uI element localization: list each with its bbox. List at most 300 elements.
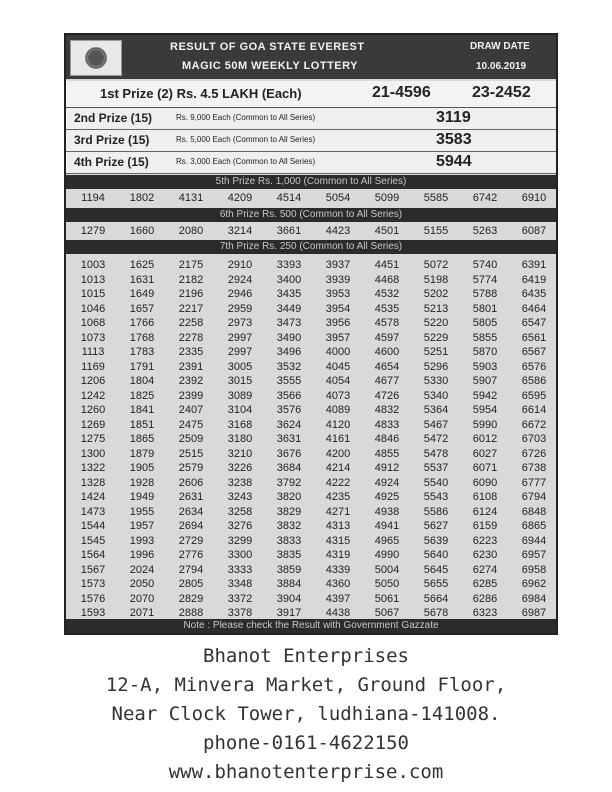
prize-number: 6547 (521, 317, 547, 329)
prize-number: 6586 (521, 375, 547, 387)
prize-number: 3884 (276, 578, 302, 590)
draw-date: 10.06.2019 (476, 61, 527, 72)
prize-number: 1300 (80, 447, 106, 460)
third-prize-row (66, 130, 556, 152)
seventh-prize-row (66, 475, 556, 489)
prize-number: 2407 (178, 404, 204, 416)
prize-number: 4535 (374, 302, 400, 315)
prize-number: 4222 (325, 476, 351, 489)
prize-number: 4578 (374, 317, 400, 329)
prize-number: 3566 (276, 389, 302, 402)
prize-number: 3684 (276, 462, 302, 474)
prize-number: 3832 (276, 520, 302, 532)
prize-number: 1328 (80, 476, 106, 489)
prize-number: 4597 (374, 331, 400, 344)
second-prize-label: 2nd Prize (15) (74, 111, 153, 125)
prize-number: 3833 (276, 534, 302, 547)
prize-number: 1957 (129, 520, 155, 532)
prize-number: 5543 (423, 491, 449, 503)
lottery-result-sheet (64, 33, 558, 635)
seventh-prize-row (66, 359, 556, 373)
prize-number: 1564 (80, 549, 106, 561)
seventh-prize-row (66, 533, 556, 547)
seventh-prize-row (66, 518, 556, 532)
prize-number: 5099 (374, 192, 400, 204)
prize-number: 3238 (227, 476, 253, 489)
prize-number: 3631 (276, 433, 302, 445)
prize-number: 2997 (227, 331, 253, 344)
prize-number: 3435 (276, 288, 302, 300)
prize-number: 3661 (276, 225, 302, 237)
prize-number: 1851 (129, 418, 155, 431)
prize-number: 1573 (80, 578, 106, 590)
emblem-icon (85, 47, 107, 69)
prize-number: 4912 (374, 462, 400, 474)
prize-number: 4000 (325, 346, 351, 358)
first-prize-number-2: 23-2452 (472, 84, 531, 101)
prize-number: 4600 (374, 346, 400, 358)
prize-number: 2829 (178, 592, 204, 605)
prize-number: 2805 (178, 578, 204, 590)
prize-number: 1766 (129, 317, 155, 329)
seventh-prize-row (66, 301, 556, 315)
prize-number: 2258 (178, 317, 204, 329)
prize-number: 2196 (178, 288, 204, 300)
prize-number: 6223 (472, 534, 498, 547)
prize-number: 1804 (129, 375, 155, 387)
prize-number: 6391 (521, 259, 547, 271)
seventh-prize-band: 7th Prize Rs. 250 (Common to All Series) (66, 240, 556, 254)
prize-number: 3835 (276, 549, 302, 561)
prize-number: 2335 (178, 346, 204, 358)
seventh-prize-row (66, 504, 556, 518)
prize-number: 4832 (374, 404, 400, 416)
prize-number: 4846 (374, 433, 400, 445)
prize-number: 6285 (472, 578, 498, 590)
fourth-prize-number: 5944 (436, 153, 472, 170)
seventh-prize-row (66, 547, 556, 561)
prize-number: 6159 (472, 520, 498, 532)
prize-number: 1993 (129, 534, 155, 547)
prize-number: 4271 (325, 505, 351, 518)
seventh-prize-row (66, 576, 556, 590)
prize-number: 5202 (423, 288, 449, 300)
prize-number: 4339 (325, 563, 351, 576)
prize-number: 1169 (81, 360, 105, 373)
prize-number: 1113 (81, 346, 105, 358)
prize-number: 3496 (276, 346, 302, 358)
seventh-prize-row (66, 286, 556, 300)
prize-number: 6087 (521, 225, 547, 237)
prize-number: 2399 (178, 389, 204, 402)
prize-number: 1955 (129, 505, 155, 518)
prize-number: 3243 (227, 491, 253, 503)
prize-number: 3015 (227, 375, 253, 387)
prize-number: 4235 (325, 491, 351, 503)
prize-number: 3676 (276, 447, 302, 460)
prize-number: 3348 (227, 578, 253, 590)
prize-number: 5639 (423, 534, 449, 547)
prize-number: 2024 (129, 563, 155, 576)
prize-number: 3276 (227, 520, 253, 532)
third-prize-number: 3583 (436, 131, 472, 148)
footer-company: Bhanot Enterprises (203, 645, 409, 667)
seventh-prize-row (66, 591, 556, 605)
prize-number: 2071 (129, 607, 155, 619)
prize-number: 2475 (178, 418, 204, 431)
prize-number: 1791 (129, 360, 155, 373)
seventh-prize-row (66, 402, 556, 416)
prize-number: 6865 (521, 520, 547, 532)
first-prize-number-1: 21-4596 (372, 84, 431, 101)
prize-number: 3299 (227, 534, 253, 547)
seventh-prize-row (66, 272, 556, 286)
prize-number: 2080 (178, 225, 204, 237)
prize-number: 5054 (325, 192, 351, 204)
prize-number: 2973 (227, 317, 253, 329)
prize-number: 2050 (129, 578, 155, 590)
second-prize-row (66, 108, 556, 130)
prize-number: 1424 (80, 491, 106, 503)
prize-number: 1841 (129, 404, 155, 416)
seventh-prize-row (66, 315, 556, 329)
prize-number: 3939 (325, 273, 351, 286)
prize-number: 6576 (521, 360, 547, 373)
prize-number: 1657 (129, 302, 155, 315)
prize-number: 2070 (129, 592, 155, 605)
fourth-prize-row (66, 152, 556, 174)
footer-address-1: 12-A, Minvera Market, Ground Floor, (105, 674, 507, 696)
prize-number: 6742 (472, 192, 498, 204)
prize-number: 3624 (276, 418, 302, 431)
prize-number: 1260 (80, 404, 106, 416)
prize-number: 2606 (178, 476, 204, 489)
prize-number: 4397 (325, 592, 351, 605)
prize-number: 2959 (227, 302, 253, 315)
prize-number: 6012 (472, 433, 498, 445)
prize-number: 5801 (472, 302, 498, 315)
seventh-prize-row (66, 460, 556, 474)
fourth-prize-amount: Rs. 3,000 Each (Common to All Series) (176, 157, 316, 166)
goa-state-logo (70, 40, 122, 76)
prize-number: 4855 (374, 447, 400, 460)
prize-number: 3954 (325, 302, 351, 315)
prize-number: 1649 (129, 288, 155, 300)
prize-number: 2509 (178, 433, 204, 445)
prize-number: 2776 (178, 549, 204, 561)
prize-number: 5678 (423, 607, 449, 619)
prize-number: 4131 (178, 192, 204, 204)
prize-number: 5655 (423, 578, 449, 590)
prize-number: 5640 (423, 549, 449, 561)
prize-number: 6944 (521, 534, 547, 547)
prize-number: 1015 (80, 288, 106, 300)
prize-number: 3258 (227, 505, 253, 518)
prize-number: 6848 (521, 505, 547, 518)
prize-number: 4315 (325, 534, 351, 547)
prize-number: 5213 (423, 302, 449, 315)
prize-number: 1073 (80, 331, 106, 344)
prize-number: 6910 (521, 192, 547, 204)
prize-number: 2997 (227, 346, 253, 358)
prize-number: 5645 (423, 563, 449, 576)
prize-number: 1631 (129, 273, 155, 286)
prize-number: 4965 (374, 534, 400, 547)
prize-number: 4045 (325, 360, 351, 373)
prize-number: 5942 (472, 389, 498, 402)
prize-number: 2392 (178, 375, 204, 387)
seventh-prize-row (66, 605, 556, 619)
prize-number: 5067 (374, 607, 400, 619)
prize-number: 1660 (129, 225, 155, 237)
prize-number: 4073 (325, 389, 351, 402)
seventh-prize-row (66, 562, 556, 576)
seventh-prize-row (66, 388, 556, 402)
prize-number: 4938 (374, 505, 400, 518)
first-prize-label: 1st Prize (2) Rs. 4.5 LAKH (Each) (100, 86, 302, 101)
prize-number: 4423 (325, 225, 351, 237)
prize-number: 4120 (325, 418, 351, 431)
prize-number: 3005 (227, 360, 253, 373)
prize-number: 5855 (472, 331, 498, 344)
prize-number: 5540 (423, 476, 449, 489)
seventh-prize-row (66, 330, 556, 344)
prize-number: 3104 (227, 404, 253, 416)
prize-number: 5537 (423, 462, 449, 474)
footer-phone: phone-0161-4622150 (203, 732, 409, 754)
prize-number: 1928 (129, 476, 155, 489)
prize-number: 5774 (472, 273, 498, 286)
prize-number: 1545 (80, 534, 106, 547)
prize-number: 1473 (80, 505, 106, 518)
prize-number: 2946 (227, 288, 253, 300)
second-prize-number: 3119 (436, 109, 471, 126)
prize-number: 6703 (521, 433, 547, 445)
prize-number: 5061 (374, 592, 400, 605)
prize-number: 4319 (325, 549, 351, 561)
result-title: RESULT OF GOA STATE EVEREST (170, 41, 365, 53)
prize-number: 6286 (472, 592, 498, 605)
seventh-prize-row (66, 344, 556, 358)
prize-number: 3180 (227, 433, 253, 445)
prize-number: 6435 (521, 288, 547, 300)
sixth-prize-numbers (66, 223, 556, 241)
prize-number: 3449 (276, 302, 302, 315)
prize-number: 6090 (472, 476, 498, 489)
prize-number: 6957 (521, 549, 547, 561)
prize-number: 6726 (521, 447, 547, 460)
prize-number: 2729 (178, 534, 204, 547)
prize-number: 5907 (472, 375, 498, 387)
prize-number: 2391 (178, 360, 204, 373)
prize-number: 2631 (178, 491, 204, 503)
prize-number: 3957 (325, 331, 351, 344)
prize-number: 1567 (80, 563, 106, 576)
prize-number: 4313 (325, 520, 351, 532)
third-prize-label: 3rd Prize (15) (74, 133, 150, 147)
prize-number: 1242 (80, 389, 106, 402)
prize-number: 3859 (276, 563, 302, 576)
second-prize-amount: Rs. 9,000 Each (Common to All Series) (176, 113, 316, 122)
prize-number: 1275 (80, 433, 106, 445)
prize-number: 3473 (276, 317, 302, 329)
prize-number: 2175 (178, 259, 204, 271)
prize-number: 4200 (325, 447, 351, 460)
prize-number: 6984 (521, 592, 547, 605)
prize-number: 5467 (423, 418, 449, 431)
prize-number: 6274 (472, 563, 498, 576)
prize-number: 6738 (521, 462, 547, 474)
prize-number: 4214 (325, 462, 351, 474)
sixth-prize-band: 6th Prize Rs. 500 (Common to All Series) (66, 208, 556, 222)
prize-number: 1783 (129, 346, 155, 358)
prize-number: 1593 (80, 607, 106, 619)
prize-number: 5585 (423, 192, 449, 204)
prize-number: 2794 (178, 563, 204, 576)
prize-number: 1206 (80, 375, 106, 387)
prize-number: 5296 (423, 360, 449, 373)
prize-number: 3937 (325, 259, 351, 271)
prize-number: 2579 (178, 462, 204, 474)
prize-number: 5954 (472, 404, 498, 416)
prize-number: 3917 (276, 607, 302, 619)
prize-number: 1544 (80, 520, 106, 532)
result-header (66, 35, 556, 79)
prize-number: 4089 (325, 404, 351, 416)
prize-number: 3400 (276, 273, 302, 286)
prize-number: 6561 (521, 331, 547, 344)
prize-number: 3555 (276, 375, 302, 387)
prize-number: 5220 (423, 317, 449, 329)
prize-number: 3490 (276, 331, 302, 344)
prize-number: 6464 (521, 302, 547, 315)
first-prize-row (66, 81, 556, 108)
prize-number: 6027 (472, 447, 498, 460)
prize-number: 5340 (423, 389, 449, 402)
prize-number: 4054 (325, 375, 351, 387)
prize-number: 4833 (374, 418, 400, 431)
prize-number: 5990 (472, 418, 498, 431)
prize-number: 4677 (374, 375, 400, 387)
prize-number: 4654 (374, 360, 400, 373)
prize-number: 5251 (423, 346, 449, 358)
prize-number: 6794 (521, 491, 547, 503)
prize-number: 4514 (276, 192, 302, 204)
prize-number: 1996 (129, 549, 155, 561)
footer-address-2: Near Clock Tower, ludhiana-141008. (111, 703, 501, 725)
prize-number: 2694 (178, 520, 204, 532)
prize-number: 5472 (423, 433, 449, 445)
prize-number: 1865 (129, 433, 155, 445)
prize-number: 1825 (129, 389, 155, 402)
prize-number: 1068 (80, 317, 106, 329)
prize-number: 4161 (325, 433, 351, 445)
prize-number: 6108 (472, 491, 498, 503)
prize-number: 6323 (472, 607, 498, 619)
prize-number: 3226 (227, 462, 253, 474)
prize-number: 2888 (178, 607, 204, 619)
prize-number: 1322 (80, 462, 106, 474)
prize-number: 3089 (227, 389, 253, 402)
prize-number: 6230 (472, 549, 498, 561)
seventh-prize-row (66, 417, 556, 431)
prize-number: 1046 (80, 302, 106, 315)
prize-number: 2634 (178, 505, 204, 518)
prize-number: 5198 (423, 273, 449, 286)
prize-number: 4451 (374, 259, 400, 271)
prize-number: 6595 (521, 389, 547, 402)
prize-number: 6962 (521, 578, 547, 590)
prize-number: 5788 (472, 288, 498, 300)
prize-number: 1768 (129, 331, 155, 344)
prize-number: 1905 (129, 462, 155, 474)
prize-number: 2217 (178, 302, 204, 315)
prize-number: 2515 (178, 447, 204, 460)
seventh-prize-row (66, 446, 556, 460)
prize-number: 6567 (521, 346, 547, 358)
prize-number: 3378 (227, 607, 253, 619)
prize-number: 3829 (276, 505, 302, 518)
prize-number: 3214 (227, 225, 253, 237)
prize-number: 5627 (423, 520, 449, 532)
fifth-prize-numbers (66, 190, 556, 208)
prize-number: 5330 (423, 375, 449, 387)
seventh-prize-row (66, 373, 556, 387)
prize-number: 4501 (374, 225, 400, 237)
fifth-prize-band: 5th Prize Rs. 1,000 (Common to All Series) (66, 175, 556, 189)
prize-number: 2182 (178, 273, 204, 286)
prize-number: 6958 (521, 563, 547, 576)
prize-number: 6614 (521, 404, 547, 416)
prize-number: 5263 (472, 225, 498, 237)
prize-number: 3300 (227, 549, 253, 561)
prize-number: 5870 (472, 346, 498, 358)
prize-number: 4990 (374, 549, 400, 561)
prize-number: 1576 (80, 592, 106, 605)
seventh-prize-row (66, 431, 556, 445)
prize-number: 5586 (423, 505, 449, 518)
prize-number: 5805 (472, 317, 498, 329)
prize-number: 6124 (472, 505, 498, 518)
prize-number: 4941 (374, 520, 400, 532)
seventh-prize-row (66, 257, 556, 271)
prize-number: 4468 (374, 273, 400, 286)
prize-number: 1269 (80, 418, 106, 431)
prize-number: 5155 (423, 225, 449, 237)
prize-number: 4532 (374, 288, 400, 300)
prize-number: 3210 (227, 447, 253, 460)
prize-number: 5004 (374, 563, 400, 576)
prize-number: 6987 (521, 607, 547, 619)
gazette-note: Note : Please check the Result with Government Gazzate (66, 619, 556, 633)
seventh-prize-row (66, 489, 556, 503)
prize-number: 5229 (423, 331, 449, 344)
prize-number: 3953 (325, 288, 351, 300)
draw-date-label: DRAW DATE (470, 41, 530, 52)
prize-number: 4438 (325, 607, 351, 619)
prize-number: 4726 (374, 389, 400, 402)
prize-number: 6071 (472, 462, 498, 474)
prize-number: 1879 (129, 447, 155, 460)
prize-number: 3956 (325, 317, 351, 329)
prize-number: 1013 (80, 273, 106, 286)
prize-number: 3372 (227, 592, 253, 605)
prize-number: 5050 (374, 578, 400, 590)
prize-number: 4209 (227, 192, 253, 204)
prize-number: 3333 (227, 563, 253, 576)
prize-number: 5072 (423, 259, 449, 271)
prize-number: 6419 (521, 273, 547, 286)
